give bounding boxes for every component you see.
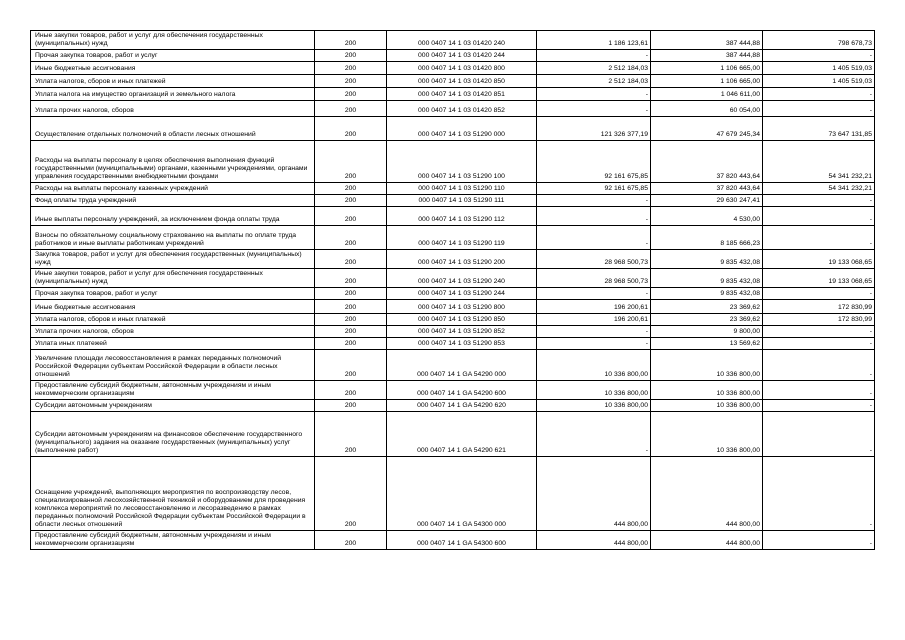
row-executed: 47 679 245,34 — [651, 117, 763, 141]
row-executed: 37 820 443,64 — [651, 141, 763, 183]
row-approved: 10 336 800,00 — [537, 400, 651, 412]
row-name: Расходы на выплаты персоналу казенных учреждений — [31, 183, 315, 195]
row-approved: 28 968 500,73 — [537, 250, 651, 269]
row-code: 200 — [315, 101, 387, 117]
row-approved: 92 161 675,85 — [537, 183, 651, 195]
row-code: 200 — [315, 207, 387, 226]
row-name: Уплата иных платежей — [31, 338, 315, 350]
row-name: Осуществление отдельных полномочий в области лесных отношений — [31, 117, 315, 141]
row-code: 200 — [315, 62, 387, 75]
table-row — [31, 226, 875, 250]
row-approved: 2 512 184,03 — [537, 75, 651, 88]
row-unexecuted: 1 405 519,03 — [763, 75, 875, 88]
row-kbk: 000 0407 14 1 03 51290 240 — [387, 269, 537, 288]
row-unexecuted: 19 133 068,65 — [763, 250, 875, 269]
row-executed: 1 106 665,00 — [651, 75, 763, 88]
row-name: Оснащение учреждений, выполняющих мероприятия по воспроизводству лесов, специализированной лесохозяйственной техникой и оборудованием для проведения комплекса мероприятий по лесовосстановлению и лесоразведению в рамках переданных полномочий Российской Федерации субъектам Российской Федерации в области лесных отношений — [31, 457, 315, 531]
row-code: 200 — [315, 117, 387, 141]
row-name: Уплата прочих налогов, сборов — [31, 326, 315, 338]
row-name: Субсидии автономным учреждениям на финансовое обеспечение государственного (муниципального) задания на оказание государственных (муниципальных) услуг (выполнение работ) — [31, 412, 315, 457]
row-code: 200 — [315, 75, 387, 88]
row-kbk: 000 0407 14 1 GA 54300 000 — [387, 457, 537, 531]
row-executed: 13 569,62 — [651, 338, 763, 350]
row-kbk: 000 0407 14 1 03 01420 850 — [387, 75, 537, 88]
row-approved: 121 326 377,19 — [537, 117, 651, 141]
row-name: Иные выплаты персоналу учреждений, за исключением фонда оплаты труда — [31, 207, 315, 226]
row-executed: 23 369,62 — [651, 300, 763, 314]
table-row — [31, 314, 875, 326]
row-executed: 10 336 800,00 — [651, 412, 763, 457]
row-executed: 23 369,62 — [651, 314, 763, 326]
table-row — [31, 62, 875, 75]
row-approved: - — [537, 195, 651, 207]
row-name: Расходы на выплаты персоналу в целях обеспечения выполнения функций государственными (муниципальными) органами, казенными учреждениями, органами управления государственными внебюджетными фондами — [31, 141, 315, 183]
table-row — [31, 531, 875, 550]
row-unexecuted: - — [763, 207, 875, 226]
row-name: Иные закупки товаров, работ и услуг для обеспечения государственных (муниципальных) нужд — [31, 31, 315, 50]
row-kbk: 000 0407 14 1 03 51290 100 — [387, 141, 537, 183]
row-kbk: 000 0407 14 1 03 51290 110 — [387, 183, 537, 195]
row-kbk: 000 0407 14 1 GA 54290 000 — [387, 350, 537, 381]
row-executed: 9 835 432,08 — [651, 269, 763, 288]
row-name: Взносы по обязательному социальному страхованию на выплаты по оплате труда работников и иные выплаты работникам учреждений — [31, 226, 315, 250]
table-row — [31, 183, 875, 195]
row-code: 200 — [315, 300, 387, 314]
row-code: 200 — [315, 350, 387, 381]
row-executed: 444 800,00 — [651, 531, 763, 550]
row-unexecuted: - — [763, 326, 875, 338]
row-name: Уплата налога на имущество организаций и земельного налога — [31, 88, 315, 101]
row-approved: - — [537, 412, 651, 457]
row-executed: 4 530,00 — [651, 207, 763, 226]
row-code: 200 — [315, 314, 387, 326]
row-unexecuted: - — [763, 381, 875, 400]
table-row — [31, 117, 875, 141]
table-row — [31, 326, 875, 338]
row-kbk: 000 0407 14 1 03 51290 244 — [387, 288, 537, 300]
row-approved: 196 200,61 — [537, 314, 651, 326]
row-executed: 1 106 665,00 — [651, 62, 763, 75]
row-approved: 2 512 184,03 — [537, 62, 651, 75]
row-unexecuted: - — [763, 195, 875, 207]
table-row — [31, 75, 875, 88]
row-approved: - — [537, 50, 651, 62]
row-kbk: 000 0407 14 1 03 51290 112 — [387, 207, 537, 226]
table-row — [31, 412, 875, 457]
row-executed: 387 444,88 — [651, 31, 763, 50]
row-approved: - — [537, 207, 651, 226]
row-unexecuted: 1 405 519,03 — [763, 62, 875, 75]
row-unexecuted: - — [763, 226, 875, 250]
row-executed: 10 336 800,00 — [651, 350, 763, 381]
table-row — [31, 400, 875, 412]
row-approved: 1 186 123,61 — [537, 31, 651, 50]
row-unexecuted: 54 341 232,21 — [763, 183, 875, 195]
row-approved: 10 336 800,00 — [537, 350, 651, 381]
row-executed: 9 835 432,08 — [651, 250, 763, 269]
row-code: 200 — [315, 457, 387, 531]
row-code: 200 — [315, 400, 387, 412]
row-unexecuted: 172 830,99 — [763, 314, 875, 326]
budget-report-sheet — [30, 30, 875, 550]
table-row — [31, 31, 875, 50]
row-unexecuted: - — [763, 101, 875, 117]
row-code: 200 — [315, 226, 387, 250]
row-executed: 1 046 611,00 — [651, 88, 763, 101]
row-kbk: 000 0407 14 1 GA 54290 600 — [387, 381, 537, 400]
row-kbk: 000 0407 14 1 03 01420 852 — [387, 101, 537, 117]
table-row — [31, 207, 875, 226]
row-name: Уплата прочих налогов, сборов — [31, 101, 315, 117]
row-kbk: 000 0407 14 1 03 01420 244 — [387, 50, 537, 62]
row-approved: 28 968 500,73 — [537, 269, 651, 288]
row-approved: 444 800,00 — [537, 531, 651, 550]
table-row — [31, 141, 875, 183]
row-approved: 196 200,61 — [537, 300, 651, 314]
row-code: 200 — [315, 412, 387, 457]
row-unexecuted: 73 647 131,85 — [763, 117, 875, 141]
row-approved: - — [537, 101, 651, 117]
table-row — [31, 101, 875, 117]
row-name: Иные закупки товаров, работ и услуг для обеспечения государственных (муниципальных) нужд — [31, 269, 315, 288]
row-name: Иные бюджетные ассигнования — [31, 300, 315, 314]
row-code: 200 — [315, 31, 387, 50]
row-unexecuted: - — [763, 400, 875, 412]
row-code: 200 — [315, 381, 387, 400]
row-unexecuted: 19 133 068,65 — [763, 269, 875, 288]
row-code: 200 — [315, 288, 387, 300]
table-row — [31, 288, 875, 300]
row-executed: 387 444,88 — [651, 50, 763, 62]
table-row — [31, 338, 875, 350]
row-kbk: 000 0407 14 1 03 01420 240 — [387, 31, 537, 50]
row-unexecuted: - — [763, 457, 875, 531]
row-kbk: 000 0407 14 1 GA 54300 600 — [387, 531, 537, 550]
row-unexecuted: 172 830,99 — [763, 300, 875, 314]
row-unexecuted: - — [763, 288, 875, 300]
row-approved: 444 800,00 — [537, 457, 651, 531]
table-row — [31, 457, 875, 531]
row-name: Закупка товаров, работ и услуг для обеспечения государственных (муниципальных) нужд — [31, 250, 315, 269]
row-code: 200 — [315, 326, 387, 338]
table-row — [31, 300, 875, 314]
row-unexecuted: - — [763, 412, 875, 457]
table-row — [31, 195, 875, 207]
row-code: 200 — [315, 183, 387, 195]
row-unexecuted: 54 341 232,21 — [763, 141, 875, 183]
row-code: 200 — [315, 338, 387, 350]
row-name: Предоставление субсидий бюджетным, автономным учреждениям и иным некоммерческим организациям — [31, 531, 315, 550]
row-executed: 37 820 443,64 — [651, 183, 763, 195]
row-unexecuted: - — [763, 50, 875, 62]
row-unexecuted: - — [763, 350, 875, 381]
row-kbk: 000 0407 14 1 03 51290 853 — [387, 338, 537, 350]
table-row — [31, 88, 875, 101]
row-name: Предоставление субсидий бюджетным, автономным учреждениям и иным некоммерческим организациям — [31, 381, 315, 400]
row-code: 200 — [315, 250, 387, 269]
row-code: 200 — [315, 195, 387, 207]
row-kbk: 000 0407 14 1 03 51290 850 — [387, 314, 537, 326]
row-executed: 9 800,00 — [651, 326, 763, 338]
row-unexecuted: 798 678,73 — [763, 31, 875, 50]
table-row — [31, 350, 875, 381]
row-executed: 8 185 666,23 — [651, 226, 763, 250]
row-unexecuted: - — [763, 338, 875, 350]
row-unexecuted: - — [763, 88, 875, 101]
row-code: 200 — [315, 141, 387, 183]
row-name: Субсидии автономным учреждениям — [31, 400, 315, 412]
row-name: Прочая закупка товаров, работ и услуг — [31, 50, 315, 62]
table-row — [31, 50, 875, 62]
row-kbk: 000 0407 14 1 03 01420 851 — [387, 88, 537, 101]
row-executed: 10 336 800,00 — [651, 400, 763, 412]
row-approved: - — [537, 326, 651, 338]
row-executed: 444 800,00 — [651, 457, 763, 531]
table-row — [31, 250, 875, 269]
table-row — [31, 381, 875, 400]
row-approved: 92 161 675,85 — [537, 141, 651, 183]
row-approved: - — [537, 88, 651, 101]
row-kbk: 000 0407 14 1 03 51290 119 — [387, 226, 537, 250]
row-unexecuted: - — [763, 531, 875, 550]
row-kbk: 000 0407 14 1 03 51290 800 — [387, 300, 537, 314]
row-kbk: 000 0407 14 1 03 51290 000 — [387, 117, 537, 141]
expenditure-table — [30, 30, 875, 550]
row-code: 200 — [315, 269, 387, 288]
row-kbk: 000 0407 14 1 03 51290 200 — [387, 250, 537, 269]
row-name: Уплата налогов, сборов и иных платежей — [31, 75, 315, 88]
row-executed: 60 054,00 — [651, 101, 763, 117]
row-executed: 29 630 247,41 — [651, 195, 763, 207]
row-code: 200 — [315, 88, 387, 101]
row-kbk: 000 0407 14 1 03 51290 852 — [387, 326, 537, 338]
table-row — [31, 269, 875, 288]
row-name: Уплата налогов, сборов и иных платежей — [31, 314, 315, 326]
row-code: 200 — [315, 531, 387, 550]
row-name: Прочая закупка товаров, работ и услуг — [31, 288, 315, 300]
row-approved: - — [537, 226, 651, 250]
row-name: Увеличение площади лесовосстановления в рамках переданных полномочий Российской Федерации субъектам Российской Федерации в области лесных отношений — [31, 350, 315, 381]
row-approved: - — [537, 288, 651, 300]
row-kbk: 000 0407 14 1 GA 54290 621 — [387, 412, 537, 457]
row-name: Иные бюджетные ассигнования — [31, 62, 315, 75]
row-kbk: 000 0407 14 1 03 01420 800 — [387, 62, 537, 75]
row-kbk: 000 0407 14 1 GA 54290 620 — [387, 400, 537, 412]
row-kbk: 000 0407 14 1 03 51290 111 — [387, 195, 537, 207]
row-code: 200 — [315, 50, 387, 62]
row-name: Фонд оплаты труда учреждений — [31, 195, 315, 207]
row-executed: 10 336 800,00 — [651, 381, 763, 400]
row-executed: 9 835 432,08 — [651, 288, 763, 300]
row-approved: - — [537, 338, 651, 350]
row-approved: 10 336 800,00 — [537, 381, 651, 400]
